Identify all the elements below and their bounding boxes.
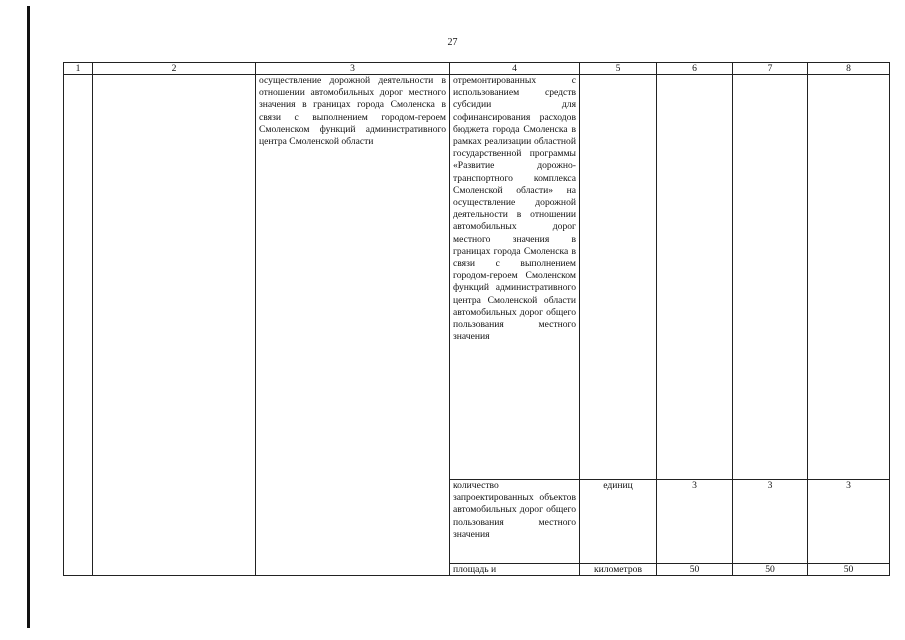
page-number: 27 <box>447 37 458 48</box>
table-cell-unit <box>580 75 657 480</box>
page-edge-bar <box>27 6 30 628</box>
table-cell <box>64 75 93 576</box>
table-cell-value: 3 <box>733 480 808 564</box>
column-header: 7 <box>733 63 808 75</box>
table-cell-value: 3 <box>808 480 890 564</box>
column-header: 3 <box>256 63 450 75</box>
table-cell-value <box>733 75 808 480</box>
table-cell-description: осуществление дорожной деятельности в отношении автомобильных дорог местного значения в границах города Смоленска в связи с выполнением городом-героем Смоленском функций административного центра Смоленской области <box>256 75 450 576</box>
table-cell-indicator: отремонтированных с использованием средств субсидии для софинансирования расходов бюджета города Смоленска в рамках реализации областной государственной программы «Развитие дорожно-транспортного комплекса Смоленской области» на осуществление дорожной деятельности в отношении автомобильных дорог местного значения в границах города Смоленска в связи с выполнением городом-героем Смоленском функций административного центра Смоленской области автомобильных дорог общего пользования местного значения <box>450 75 580 480</box>
table-cell <box>93 75 256 576</box>
table-cell-indicator: количество запроектированных объектов автомобильных дорог общего пользования местного значения <box>450 480 580 564</box>
column-header: 4 <box>450 63 580 75</box>
column-header: 6 <box>657 63 733 75</box>
table-cell-value: 50 <box>808 564 890 576</box>
table-cell-indicator: площадь и <box>450 564 580 576</box>
table-row <box>64 75 890 480</box>
column-header: 8 <box>808 63 890 75</box>
table-header-row <box>64 63 890 75</box>
table-cell-value <box>657 75 733 480</box>
table-cell-unit: единиц <box>580 480 657 564</box>
column-header: 5 <box>580 63 657 75</box>
data-table <box>63 62 890 576</box>
column-header: 2 <box>93 63 256 75</box>
table-cell-value: 50 <box>657 564 733 576</box>
table-cell-unit: километров <box>580 564 657 576</box>
table-cell-value: 50 <box>733 564 808 576</box>
table-cell-value: 3 <box>657 480 733 564</box>
table-cell-value <box>808 75 890 480</box>
column-header: 1 <box>64 63 93 75</box>
